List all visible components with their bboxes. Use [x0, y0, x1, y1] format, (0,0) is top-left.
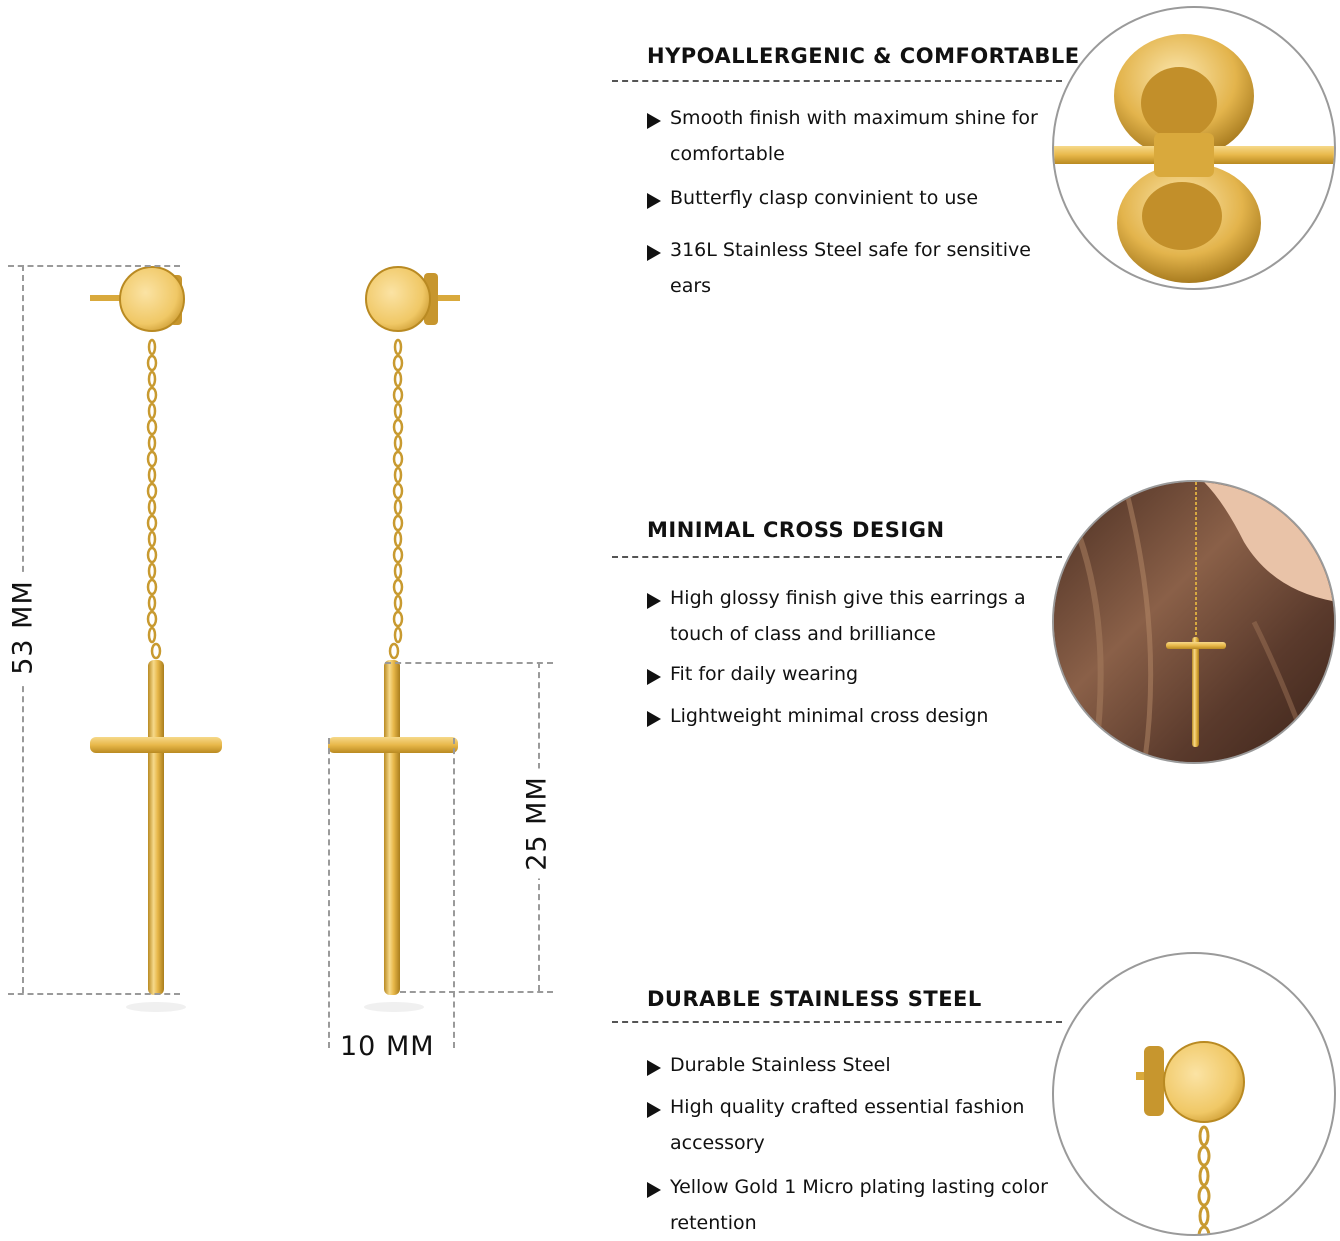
section-durable-steel	[612, 987, 1062, 1237]
dim-53-top-line	[8, 265, 180, 267]
list-item: Yellow Gold 1 Micro plating lasting color retention	[647, 1169, 1067, 1241]
list-item: Lightweight minimal cross design	[647, 698, 1067, 734]
list-item: Fit for daily wearing	[647, 656, 1067, 692]
list-item: 316L Stainless Steel safe for sensitive ears	[647, 232, 1067, 304]
earring-left-image	[80, 255, 240, 1025]
cross-horizontal-left	[90, 737, 222, 753]
chain-right	[390, 340, 402, 658]
bullet-triangle-icon	[647, 245, 661, 261]
dim-10-right-line	[453, 738, 455, 1048]
cross-vertical-left	[148, 660, 164, 995]
dim-10-left-line	[328, 738, 330, 1048]
section-title: HYPOALLERGENIC & COMFORTABLE	[647, 44, 1080, 68]
bullet-triangle-icon	[647, 193, 661, 209]
section-hypoallergenic	[612, 44, 1080, 314]
earring-right-image	[320, 255, 480, 1025]
clasp-closeup-image	[1052, 6, 1336, 290]
section-divider	[612, 1021, 1062, 1023]
dim-53-bottom-line	[8, 993, 180, 995]
section-title: DURABLE STAINLESS STEEL	[647, 987, 982, 1011]
dim-53-label: 53 MM	[8, 573, 39, 683]
bullet-triangle-icon	[647, 711, 661, 727]
chain-left	[148, 340, 160, 658]
bullet-triangle-icon	[647, 669, 661, 685]
dim-25-top-line	[385, 662, 553, 664]
list-item: Durable Stainless Steel	[647, 1047, 1067, 1083]
dim-25-bottom-line	[400, 991, 553, 993]
bullet-triangle-icon	[647, 1102, 661, 1118]
bullet-triangle-icon	[647, 593, 661, 609]
model-wearing-image	[1052, 480, 1336, 764]
dim-25-label: 25 MM	[522, 769, 553, 879]
section-title: MINIMAL CROSS DESIGN	[647, 518, 945, 542]
bullet-triangle-icon	[647, 1182, 661, 1198]
list-item: High quality crafted essential fashion accessory	[647, 1089, 1067, 1161]
list-item: Butterfly clasp convinient to use	[647, 180, 1067, 216]
section-divider	[612, 80, 1062, 82]
bullet-triangle-icon	[647, 113, 661, 129]
list-item: Smooth finish with maximum shine for comfortable	[647, 100, 1067, 172]
section-minimal-cross	[612, 518, 1062, 738]
stud-closeup-image	[1052, 952, 1336, 1236]
bullet-triangle-icon	[647, 1060, 661, 1076]
section-divider	[612, 556, 1062, 558]
list-item: High glossy finish give this earrings a touch of class and brilliance	[647, 580, 1067, 652]
dim-10-label: 10 MM	[340, 1031, 435, 1062]
